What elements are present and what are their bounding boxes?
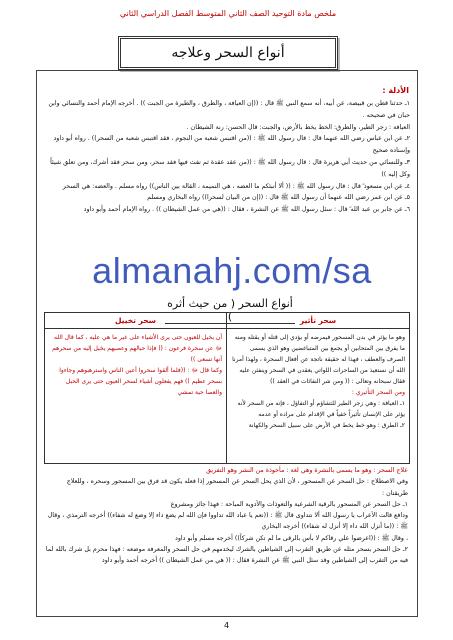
treatment-section: [44, 465, 408, 567]
section-subtitle: أنواع السحر ( من حيث أثره ): [165, 297, 295, 324]
page-number: 4: [223, 621, 230, 630]
evidence-item: ٦ـ عن جابر بن عبد الله ؓ قال : سئل رسول الله ﷺ عن النشرة ، فقال : ((هي من عمل الشيطان )) . رواه الإمام أحمد وأبو داود: [83, 206, 410, 214]
treatment-line: علاج السحر : وهو ما يسمى بالنشرة وهي لغة : مأخوذة من النشر وهو التفريق: [206, 467, 408, 474]
evidence-item: ٤ـ عن ابن مسعود ؓ قال : قال رسول الله ﷺ : (( ألا أنبئكم ما العضه ، هي النميمة ، القالة بين الناس)) رواه مسلم . والعضه: هي السحر: [62, 182, 410, 190]
magic-types-table: [44, 312, 410, 464]
evidence-item: ٢ـ عن ابن عباس رضي الله عنهما قال : قال رسول الله ﷺ : ((من اقتبس شعبة من النجوم ، فقد اقتبس شعبة من السحر)) . رواه أبو داود وإسناده صحيح: [53, 135, 410, 155]
treatment-line: ، وقال ﷺ : ((اعرضوا علي رقاكم لا بأس بالرقى ما لم تكن شركاً)) أخرجه مسلم وأبو داود: [175, 534, 408, 542]
column-heading: سحر تأثير: [227, 313, 409, 329]
evidence-item: ١ـ حدثنا قطن بن قبيصة، عن أبيه، أنه سمع النبي ﷺ قال : ((إن العيافة ، والطرق ، والطيرة من الجبت )) . أخرجه الإمام أحمد والنسائي وابن حبان في صحيحه .: [48, 100, 410, 119]
title-frame: [118, 36, 338, 70]
illusion-magic-column: [45, 313, 227, 463]
treatment-line: ١ـ حل السحر عن المسحور بالرقية الشرعية والتعوذات والأدوية المباحة : فهذا جائز ومشروع: [170, 500, 408, 508]
column-text: وكما قال ﷻ : ((فلما ألقوا سحروا أعين الناس واسترهبوهم وجاءوا بسحر عظيم )) فهم يفعلون أشياء لسحر العيون حتى يرى الحبل والعصا حية تمشي: [59, 367, 222, 396]
watermark: almanahj.com/sa: [92, 250, 372, 291]
column-heading: سحر تخييل: [45, 313, 226, 329]
document-header: ملخص مادة التوحيد الصف الثاني المتوسط الفصل الدراسي الثاني: [119, 9, 337, 18]
evidence-item: العيافة : زجر الطير، والطرق: الخط يخط بالأرض، والجبت: قال الحسن: رنة الشيطان .: [186, 123, 410, 131]
column-text: ٢ـ الطرق : وهو خط يخط في الأرض على سبيل السحر والكهانة: [248, 422, 405, 429]
treatment-line: وفي الاصطلاح : حل السحر عن المسحور ، لأن الذي يحل السحر عن المسحور إذا فعله يكون قد فرق بين المسحور وسحره ، وللعلاج طريقتان :: [66, 478, 408, 497]
column-text: ١ـ العيافة : وهي زجر الطير للتشاؤم أو التفاؤل ، فإنه من السحر لأنه يؤثر على الإنسان تأثيراً خفياً في الإقدام على مراده أو عدمه: [237, 400, 405, 418]
influence-magic-column: [227, 313, 409, 463]
column-text: أن يخيل للعيون حتى يرى الأشياء على غير ما هي عليه ، كما قال الله ﷻ عن سحرة فرعون : (( فإذا حبالهم وعصيهم يخيل إليه من سحرهم أنها تسعى )): [52, 334, 222, 363]
evidence-heading: الأدلة :: [382, 86, 409, 95]
evidence-item: ٣ـ وللنسائي من حديث أبي هريرة قال : قال رسول الله ﷺ : ((من عقد عقدة ثم نفث فيها فقد سحر، ومن سحر فقد أشرك، ومن تعلق شيئاً وكل إليه )): [50, 158, 410, 178]
page-title: أنواع السحر وعلاجه: [171, 45, 285, 61]
treatment-line: ودافع قالت الأعراب يا رسول الله ألا نتداوى قال ﷺ : ((نعم يا عباد الله تداووا فإن الله لم يضع داء إلا وضع له شفاء)) أخرجه الترمذي ، وقال ﷺ : ((ما أنزل الله داء إلا أنزل له شفاء)) أخرجه البخاري: [47, 512, 408, 531]
column-text: وهو ما يؤثر في بدن المسحور فيمرضه أو يؤدي إلى قتله أو يقتله ومنه ما يفرق بين المتحابين أو يجمع بين المتباغضين وهو الذي يسمى الصرف والعطف ، فهذا له حقيقة ناتجة عن أفعال السحرة ، ولهذا أمرنا الله أن نستعيذ من الساحرات اللواتي يعقدن في السحر وينفثن عليه فقال سبحانه وتعالى : (( ومن شر النفاثات في العقد )): [232, 334, 405, 385]
column-text: ومن السحر التأثيري :: [351, 389, 405, 396]
treatment-line: ٢ـ حل السحر بسحر مثله عن طريق التقرب إلى الشياطين بالشرك ليخدمهم في حل السحر والمعرفة موضعه : فهذا محرم بل شرك بالله لما فيه من التقرب إلى الشياطين وقد سئل النبي ﷺ عن النشرة فقال : (( هي من عمل الشيطان )) أخرجه أحمد وأبو داود: [45, 546, 408, 565]
evidence-item: ٥ـ عن ابن عمر رضي الله عنهما أن رسول الله ﷺ قال : ((إن من البيان لسحرا)) رواه البخاري ومسلم: [147, 194, 410, 202]
evidence-list: [42, 98, 410, 216]
